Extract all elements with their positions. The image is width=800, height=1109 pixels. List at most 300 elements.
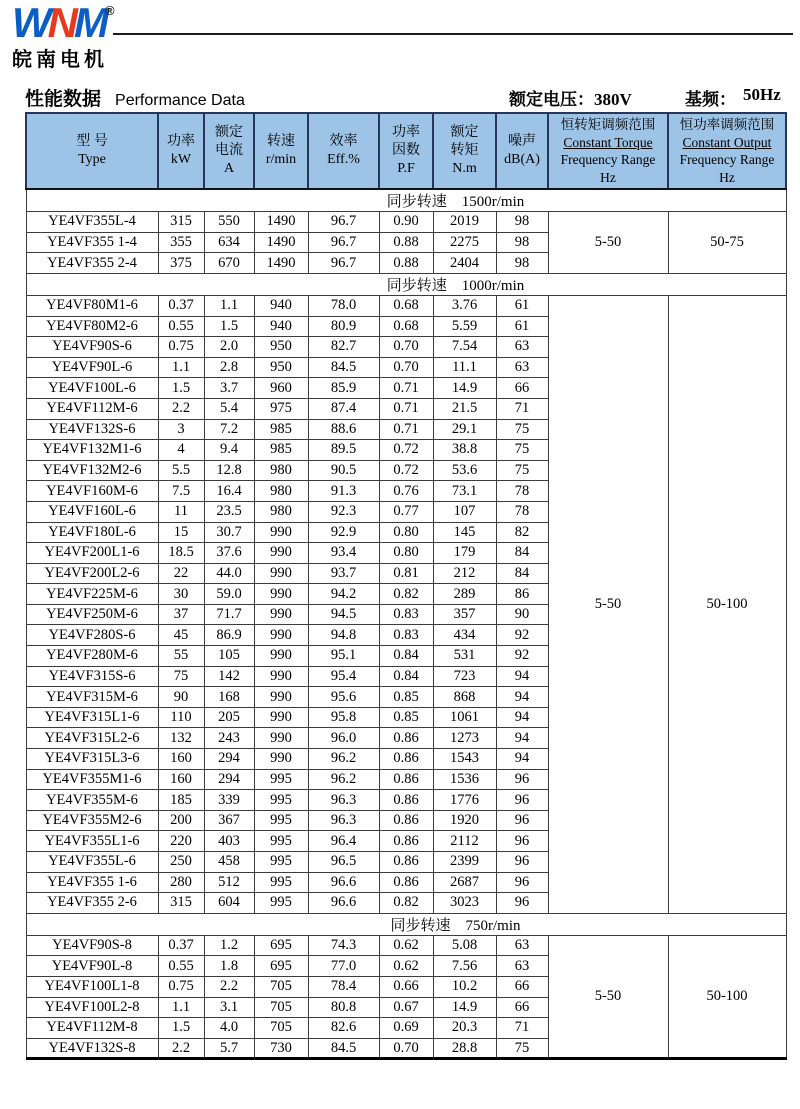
data-cell: 375 (158, 253, 204, 274)
data-cell: 0.90 (379, 212, 433, 233)
data-cell: 88.6 (308, 419, 379, 440)
motor-type-cell: YE4VF90L-8 (26, 956, 158, 977)
data-cell: 12.8 (204, 460, 254, 481)
data-cell: 950 (254, 357, 308, 378)
data-cell: 212 (433, 563, 496, 584)
motor-type-cell: YE4VF132M1-6 (26, 440, 158, 461)
data-cell: 531 (433, 646, 496, 667)
data-cell: 705 (254, 997, 308, 1018)
data-cell: 940 (254, 295, 308, 316)
data-cell: 730 (254, 1038, 308, 1059)
data-cell: 0.86 (379, 790, 433, 811)
data-cell: 5.59 (433, 316, 496, 337)
data-cell: 93.7 (308, 563, 379, 584)
data-cell: 94 (496, 728, 548, 749)
data-cell: 1.2 (204, 935, 254, 956)
data-cell: 2.0 (204, 337, 254, 358)
data-cell: 75 (496, 460, 548, 481)
data-cell: 18.5 (158, 543, 204, 564)
data-cell: 695 (254, 935, 308, 956)
data-cell: 91.3 (308, 481, 379, 502)
section-header-cell: 同步转速 1500r/min (26, 189, 786, 212)
data-cell: 0.80 (379, 522, 433, 543)
data-cell: 243 (204, 728, 254, 749)
data-cell: 990 (254, 625, 308, 646)
company-logo (12, 2, 115, 72)
table-header-cell: 型 号 Type (26, 113, 158, 189)
motor-type-cell: YE4VF132M2-6 (26, 460, 158, 481)
data-cell: 30.7 (204, 522, 254, 543)
data-cell: 1536 (433, 769, 496, 790)
data-cell: 0.75 (158, 976, 204, 997)
data-cell: 550 (204, 212, 254, 233)
data-cell: 294 (204, 769, 254, 790)
data-cell: 21.5 (433, 398, 496, 419)
data-cell: 89.5 (308, 440, 379, 461)
data-cell: 604 (204, 893, 254, 914)
base-frequency-value: 50Hz (743, 85, 781, 104)
motor-type-cell: YE4VF80M2-6 (26, 316, 158, 337)
data-cell: 94.2 (308, 584, 379, 605)
data-cell: 960 (254, 378, 308, 399)
data-cell: 980 (254, 481, 308, 502)
motor-type-cell: YE4VF355L-4 (26, 212, 158, 233)
data-cell: 4.0 (204, 1018, 254, 1039)
motor-type-cell: YE4VF315M-6 (26, 687, 158, 708)
constant-torque-range-cell: 5-50 (548, 212, 668, 274)
data-cell: 5.7 (204, 1038, 254, 1059)
motor-type-cell: YE4VF355 2-4 (26, 253, 158, 274)
brand-letter-n: N (47, 0, 74, 46)
data-cell: 990 (254, 728, 308, 749)
data-cell: 0.62 (379, 956, 433, 977)
data-cell: 315 (158, 893, 204, 914)
motor-type-cell: YE4VF90L-6 (26, 357, 158, 378)
data-cell: 16.4 (204, 481, 254, 502)
motor-type-cell: YE4VF355 1-6 (26, 872, 158, 893)
data-cell: 61 (496, 316, 548, 337)
motor-type-cell: YE4VF355 1-4 (26, 232, 158, 253)
data-cell: 11 (158, 501, 204, 522)
data-cell: 63 (496, 935, 548, 956)
data-cell: 92 (496, 646, 548, 667)
data-cell: 96.3 (308, 790, 379, 811)
data-cell: 74.3 (308, 935, 379, 956)
data-cell: 1273 (433, 728, 496, 749)
table-header-cell: 功率 因数 P.F (379, 113, 433, 189)
data-cell: 1.8 (204, 956, 254, 977)
data-cell: 355 (158, 232, 204, 253)
constant-torque-range-cell: 5-50 (548, 295, 668, 913)
data-cell: 990 (254, 543, 308, 564)
data-cell: 84.5 (308, 1038, 379, 1059)
data-cell: 2.8 (204, 357, 254, 378)
data-cell: 512 (204, 872, 254, 893)
data-cell: 990 (254, 604, 308, 625)
table-header-cell: 额定 转矩 N.m (433, 113, 496, 189)
data-cell: 0.66 (379, 976, 433, 997)
data-cell: 2399 (433, 852, 496, 873)
section-header-row (26, 273, 786, 295)
rated-voltage-text: 额定电压：380V (509, 90, 632, 109)
data-cell: 990 (254, 687, 308, 708)
data-cell: 339 (204, 790, 254, 811)
data-cell: 868 (433, 687, 496, 708)
table-header-cell: 恒功率调频范围 Constant Output Frequency Range Hz (668, 113, 786, 189)
data-cell: 96 (496, 872, 548, 893)
constant-output-range-cell: 50-75 (668, 212, 786, 274)
table-header-cell: 恒转矩调频范围 Constant Torque Frequency Range Hz (548, 113, 668, 189)
motor-type-cell: YE4VF90S-8 (26, 935, 158, 956)
data-cell: 92 (496, 625, 548, 646)
data-cell: 22 (158, 563, 204, 584)
data-cell: 3 (158, 419, 204, 440)
data-cell: 7.2 (204, 419, 254, 440)
data-cell: 71 (496, 1018, 548, 1039)
motor-type-cell: YE4VF200L1-6 (26, 543, 158, 564)
data-cell: 985 (254, 440, 308, 461)
data-cell: 0.82 (379, 893, 433, 914)
motor-type-cell: YE4VF315L3-6 (26, 749, 158, 770)
constant-torque-range-cell: 5-50 (548, 935, 668, 1059)
data-cell: 66 (496, 976, 548, 997)
data-cell: 1.5 (158, 1018, 204, 1039)
data-cell: 94 (496, 687, 548, 708)
motor-type-cell: YE4VF80M1-6 (26, 295, 158, 316)
data-cell: 315 (158, 212, 204, 233)
data-cell: 0.67 (379, 997, 433, 1018)
company-name: 皖南电机 (12, 49, 108, 71)
motor-type-cell: YE4VF112M-8 (26, 1018, 158, 1039)
data-cell: 80.8 (308, 997, 379, 1018)
data-cell: 90 (496, 604, 548, 625)
data-cell: 7.5 (158, 481, 204, 502)
data-cell: 995 (254, 790, 308, 811)
motor-type-cell: YE4VF280M-6 (26, 646, 158, 667)
data-cell: 96.5 (308, 852, 379, 873)
data-cell: 985 (254, 419, 308, 440)
data-cell: 94 (496, 666, 548, 687)
data-cell: 0.71 (379, 419, 433, 440)
data-cell: 0.55 (158, 316, 204, 337)
data-cell: 975 (254, 398, 308, 419)
data-cell: 94.8 (308, 625, 379, 646)
data-cell: 11.1 (433, 357, 496, 378)
data-cell: 1.5 (204, 316, 254, 337)
data-cell: 995 (254, 769, 308, 790)
data-cell: 990 (254, 522, 308, 543)
header-divider (113, 33, 793, 35)
data-cell: 75 (496, 419, 548, 440)
data-cell: 0.83 (379, 625, 433, 646)
data-cell: 0.86 (379, 810, 433, 831)
data-cell: 73.1 (433, 481, 496, 502)
data-cell: 90 (158, 687, 204, 708)
data-cell: 5.5 (158, 460, 204, 481)
data-cell: 2.2 (204, 976, 254, 997)
data-cell: 55 (158, 646, 204, 667)
data-cell: 0.86 (379, 749, 433, 770)
data-cell: 0.70 (379, 337, 433, 358)
motor-type-cell: YE4VF280S-6 (26, 625, 158, 646)
data-cell: 96 (496, 852, 548, 873)
data-cell: 82.7 (308, 337, 379, 358)
motor-type-cell: YE4VF160L-6 (26, 501, 158, 522)
data-cell: 1490 (254, 253, 308, 274)
motor-type-cell: YE4VF355M1-6 (26, 769, 158, 790)
table-header-cell: 额定 电流 A (204, 113, 254, 189)
data-cell: 723 (433, 666, 496, 687)
data-cell: 200 (158, 810, 204, 831)
data-cell: 3.7 (204, 378, 254, 399)
base-frequency-label: 基频： (685, 90, 736, 109)
motor-type-cell: YE4VF225M-6 (26, 584, 158, 605)
data-cell: 0.70 (379, 1038, 433, 1059)
data-cell: 87.4 (308, 398, 379, 419)
data-cell: 0.80 (379, 543, 433, 564)
data-cell: 3.1 (204, 997, 254, 1018)
data-cell: 2404 (433, 253, 496, 274)
section-header-cell: 同步转速 750r/min (26, 913, 786, 935)
data-cell: 634 (204, 232, 254, 253)
data-cell: 0.70 (379, 357, 433, 378)
data-cell: 1490 (254, 232, 308, 253)
data-cell: 0.69 (379, 1018, 433, 1039)
data-cell: 14.9 (433, 997, 496, 1018)
data-cell: 0.68 (379, 295, 433, 316)
constant-output-range-cell: 50-100 (668, 935, 786, 1059)
motor-type-cell: YE4VF315S-6 (26, 666, 158, 687)
data-cell: 84 (496, 563, 548, 584)
data-cell: 96 (496, 769, 548, 790)
data-cell: 94 (496, 707, 548, 728)
data-cell: 5.08 (433, 935, 496, 956)
data-cell: 98 (496, 212, 548, 233)
table-header-cell: 效率 Eff.% (308, 113, 379, 189)
data-cell: 0.86 (379, 728, 433, 749)
data-cell: 5.4 (204, 398, 254, 419)
data-cell: 434 (433, 625, 496, 646)
data-cell: 75 (158, 666, 204, 687)
data-cell: 2.2 (158, 398, 204, 419)
data-cell: 10.2 (433, 976, 496, 997)
motor-type-cell: YE4VF100L-6 (26, 378, 158, 399)
data-cell: 0.72 (379, 440, 433, 461)
data-cell: 705 (254, 1018, 308, 1039)
data-cell: 95.4 (308, 666, 379, 687)
table-header-cell: 噪声 dB(A) (496, 113, 548, 189)
table-row (26, 212, 786, 233)
data-cell: 280 (158, 872, 204, 893)
data-cell: 458 (204, 852, 254, 873)
data-cell: 90.5 (308, 460, 379, 481)
data-cell: 37 (158, 604, 204, 625)
data-cell: 0.76 (379, 481, 433, 502)
data-cell: 86 (496, 584, 548, 605)
table-header (26, 113, 786, 189)
data-cell: 168 (204, 687, 254, 708)
data-cell: 289 (433, 584, 496, 605)
data-cell: 96.7 (308, 253, 379, 274)
data-cell: 990 (254, 707, 308, 728)
data-cell: 82.6 (308, 1018, 379, 1039)
data-cell: 0.85 (379, 687, 433, 708)
motor-type-cell: YE4VF100L1-8 (26, 976, 158, 997)
data-cell: 82 (496, 522, 548, 543)
table-header-cell: 功率 kW (158, 113, 204, 189)
data-cell: 14.9 (433, 378, 496, 399)
motor-type-cell: YE4VF250M-6 (26, 604, 158, 625)
data-cell: 145 (433, 522, 496, 543)
motor-type-cell: YE4VF355M2-6 (26, 810, 158, 831)
data-cell: 66 (496, 997, 548, 1018)
data-cell: 2.2 (158, 1038, 204, 1059)
data-cell: 142 (204, 666, 254, 687)
motor-type-cell: YE4VF90S-6 (26, 337, 158, 358)
brand-letter-w: W (12, 0, 48, 46)
data-cell: 1543 (433, 749, 496, 770)
data-cell: 980 (254, 460, 308, 481)
data-cell: 0.86 (379, 852, 433, 873)
data-cell: 0.86 (379, 769, 433, 790)
data-cell: 30 (158, 584, 204, 605)
data-cell: 990 (254, 563, 308, 584)
table-body (26, 189, 786, 1059)
data-cell: 0.77 (379, 501, 433, 522)
data-cell: 4 (158, 440, 204, 461)
data-cell: 75 (496, 440, 548, 461)
motor-type-cell: YE4VF100L2-8 (26, 997, 158, 1018)
data-cell: 995 (254, 872, 308, 893)
motor-type-cell: YE4VF315L2-6 (26, 728, 158, 749)
data-cell: 37.6 (204, 543, 254, 564)
data-cell: 44.0 (204, 563, 254, 584)
data-cell: 132 (158, 728, 204, 749)
data-cell: 0.37 (158, 295, 204, 316)
data-cell: 95.1 (308, 646, 379, 667)
data-cell: 695 (254, 956, 308, 977)
data-cell: 98 (496, 232, 548, 253)
motor-type-cell: YE4VF132S-6 (26, 419, 158, 440)
data-cell: 2019 (433, 212, 496, 233)
data-cell: 23.5 (204, 501, 254, 522)
data-cell: 0.68 (379, 316, 433, 337)
data-cell: 84 (496, 543, 548, 564)
data-cell: 1.1 (158, 357, 204, 378)
motor-type-cell: YE4VF200L2-6 (26, 563, 158, 584)
data-cell: 1.1 (158, 997, 204, 1018)
data-cell: 95.6 (308, 687, 379, 708)
data-cell: 995 (254, 852, 308, 873)
data-cell: 105 (204, 646, 254, 667)
registered-trademark-icon: ® (105, 3, 115, 18)
constant-output-range-cell: 50-100 (668, 295, 786, 913)
motor-type-cell: YE4VF315L1-6 (26, 707, 158, 728)
motor-type-cell: YE4VF132S-8 (26, 1038, 158, 1059)
table-row (26, 935, 786, 956)
data-cell: 0.71 (379, 378, 433, 399)
data-cell: 670 (204, 253, 254, 274)
performance-table (25, 112, 787, 1060)
data-cell: 7.54 (433, 337, 496, 358)
data-cell: 96.6 (308, 872, 379, 893)
data-cell: 28.8 (433, 1038, 496, 1059)
data-cell: 1776 (433, 790, 496, 811)
data-cell: 990 (254, 646, 308, 667)
data-cell: 63 (496, 357, 548, 378)
data-cell: 96 (496, 790, 548, 811)
data-cell: 3023 (433, 893, 496, 914)
data-cell: 96.3 (308, 810, 379, 831)
data-cell: 0.88 (379, 253, 433, 274)
data-cell: 3.76 (433, 295, 496, 316)
data-cell: 990 (254, 749, 308, 770)
motor-type-cell: YE4VF180L-6 (26, 522, 158, 543)
data-cell: 0.62 (379, 935, 433, 956)
section-header-row (26, 189, 786, 212)
data-cell: 160 (158, 749, 204, 770)
data-cell: 2275 (433, 232, 496, 253)
data-cell: 0.85 (379, 707, 433, 728)
data-cell: 294 (204, 749, 254, 770)
data-cell: 59.0 (204, 584, 254, 605)
data-cell: 15 (158, 522, 204, 543)
data-cell: 357 (433, 604, 496, 625)
data-cell: 53.6 (433, 460, 496, 481)
page-title: 性能数据 (25, 89, 102, 110)
data-cell: 0.84 (379, 666, 433, 687)
data-cell: 96.4 (308, 831, 379, 852)
data-cell: 995 (254, 831, 308, 852)
data-cell: 96.7 (308, 212, 379, 233)
data-cell: 78.4 (308, 976, 379, 997)
data-cell: 96.2 (308, 769, 379, 790)
data-cell: 403 (204, 831, 254, 852)
data-cell: 995 (254, 810, 308, 831)
data-cell: 990 (254, 584, 308, 605)
data-cell: 78.0 (308, 295, 379, 316)
data-cell: 61 (496, 295, 548, 316)
data-cell: 96 (496, 831, 548, 852)
title-row (25, 84, 785, 108)
data-cell: 0.37 (158, 935, 204, 956)
data-cell: 1490 (254, 212, 308, 233)
data-cell: 0.86 (379, 831, 433, 852)
data-cell: 96.7 (308, 232, 379, 253)
table-row (26, 295, 786, 316)
data-cell: 45 (158, 625, 204, 646)
data-cell: 95.8 (308, 707, 379, 728)
data-cell: 160 (158, 769, 204, 790)
data-cell: 29.1 (433, 419, 496, 440)
data-cell: 94.5 (308, 604, 379, 625)
data-cell: 7.56 (433, 956, 496, 977)
data-cell: 96.0 (308, 728, 379, 749)
brand-wordmark (12, 2, 115, 44)
data-cell: 0.75 (158, 337, 204, 358)
data-cell: 20.3 (433, 1018, 496, 1039)
data-cell: 0.55 (158, 956, 204, 977)
data-cell: 94 (496, 749, 548, 770)
data-cell: 705 (254, 976, 308, 997)
data-cell: 63 (496, 956, 548, 977)
data-cell: 96 (496, 893, 548, 914)
data-cell: 220 (158, 831, 204, 852)
data-cell: 1.5 (158, 378, 204, 399)
section-header-cell: 同步转速 1000r/min (26, 273, 786, 295)
data-cell: 995 (254, 893, 308, 914)
data-cell: 0.72 (379, 460, 433, 481)
